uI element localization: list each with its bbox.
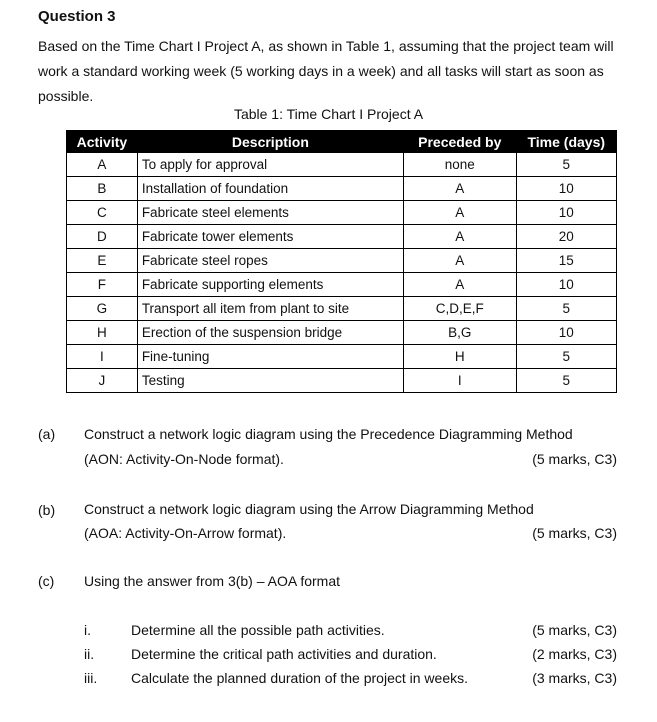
- header-time: Time (days): [516, 131, 616, 153]
- cell-preceded-by: H: [404, 345, 517, 369]
- cell-time: 5: [516, 369, 616, 393]
- part-b-label: (b): [38, 502, 56, 518]
- part-b-marks: (5 marks, C3): [532, 525, 617, 541]
- part-c-sub-ii-text: Determine the critical path activities and duration.: [131, 646, 437, 662]
- cell-activity: C: [67, 201, 138, 225]
- table-row: [67, 273, 617, 297]
- cell-description: Erection of the suspension bridge: [137, 321, 403, 345]
- cell-activity: I: [67, 345, 138, 369]
- cell-description: Fabricate steel elements: [137, 201, 403, 225]
- cell-activity: D: [67, 225, 138, 249]
- cell-preceded-by: I: [404, 369, 517, 393]
- part-c-sub-i-marks: (5 marks, C3): [532, 622, 617, 638]
- table-row: [67, 345, 617, 369]
- cell-description: Transport all item from plant to site: [137, 297, 403, 321]
- header-description: Description: [137, 131, 403, 153]
- part-a-line2: (AON: Activity-On-Node format).: [84, 451, 284, 467]
- part-c-sub-iii-label: iii.: [84, 670, 98, 686]
- part-b-line2: (AOA: Activity-On-Arrow format).: [84, 525, 287, 541]
- cell-preceded-by: A: [404, 225, 517, 249]
- cell-activity: H: [67, 321, 138, 345]
- cell-preceded-by: A: [404, 201, 517, 225]
- cell-time: 5: [516, 297, 616, 321]
- table-row: [67, 297, 617, 321]
- cell-time: 10: [516, 321, 616, 345]
- cell-activity: J: [67, 369, 138, 393]
- part-c-sub-iii-marks: (3 marks, C3): [532, 670, 617, 686]
- part-a-label: (a): [38, 426, 56, 442]
- table-row: [67, 177, 617, 201]
- part-a-line1: Construct a network logic diagram using the Precedence Diagramming Method: [84, 426, 573, 442]
- cell-preceded-by: A: [404, 249, 517, 273]
- cell-description: Fine-tuning: [137, 345, 403, 369]
- part-a-marks: (5 marks, C3): [532, 451, 617, 467]
- cell-description: Fabricate supporting elements: [137, 273, 403, 297]
- table-row: [67, 201, 617, 225]
- part-c-label: (c): [38, 573, 55, 589]
- part-c-text: Using the answer from 3(b) – AOA format: [84, 573, 340, 589]
- part-b-line1: Construct a network logic diagram using the Arrow Diagramming Method: [84, 501, 534, 517]
- cell-time: 20: [516, 225, 616, 249]
- cell-description: Fabricate steel ropes: [137, 249, 403, 273]
- part-c-sub-iii-text: Calculate the planned duration of the project in weeks.: [131, 670, 468, 686]
- table-row: [67, 321, 617, 345]
- cell-preceded-by: C,D,E,F: [404, 297, 517, 321]
- table-row: [67, 153, 617, 177]
- part-c-sub-i-text: Determine all the possible path activities.: [131, 622, 385, 638]
- part-c-sub-ii-marks: (2 marks, C3): [532, 646, 617, 662]
- table-caption: Table 1: Time Chart I Project A: [233, 106, 424, 122]
- cell-description: To apply for approval: [137, 153, 403, 177]
- cell-activity: F: [67, 273, 138, 297]
- header-activity: Activity: [67, 131, 138, 153]
- table-row: [67, 225, 617, 249]
- cell-preceded-by: B,G: [404, 321, 517, 345]
- cell-activity: A: [67, 153, 138, 177]
- cell-time: 5: [516, 153, 616, 177]
- cell-time: 10: [516, 177, 616, 201]
- cell-preceded-by: A: [404, 273, 517, 297]
- cell-activity: E: [67, 249, 138, 273]
- cell-time: 15: [516, 249, 616, 273]
- question-title: Question 3: [38, 8, 116, 25]
- cell-description: Installation of foundation: [137, 177, 403, 201]
- table-row: [67, 249, 617, 273]
- cell-description: Fabricate tower elements: [137, 225, 403, 249]
- cell-preceded-by: A: [404, 177, 517, 201]
- cell-time: 10: [516, 201, 616, 225]
- cell-activity: B: [67, 177, 138, 201]
- cell-preceded-by: none: [404, 153, 517, 177]
- part-c-sub-ii-label: ii.: [84, 646, 95, 662]
- header-preceded-by: Preceded by: [404, 131, 517, 153]
- part-c-sub-i-label: i.: [84, 622, 91, 638]
- cell-time: 5: [516, 345, 616, 369]
- cell-activity: G: [67, 297, 138, 321]
- question-intro: Based on the Time Chart I Project A, as shown in Table 1, assuming that the project team will work a standard working week (5 working days in a week) and all tasks will start as soon as possible.: [38, 38, 614, 104]
- cell-time: 10: [516, 273, 616, 297]
- cell-description: Testing: [137, 369, 403, 393]
- table-row: [67, 369, 617, 393]
- time-chart-table: [66, 130, 617, 393]
- table-header-row: [67, 131, 617, 153]
